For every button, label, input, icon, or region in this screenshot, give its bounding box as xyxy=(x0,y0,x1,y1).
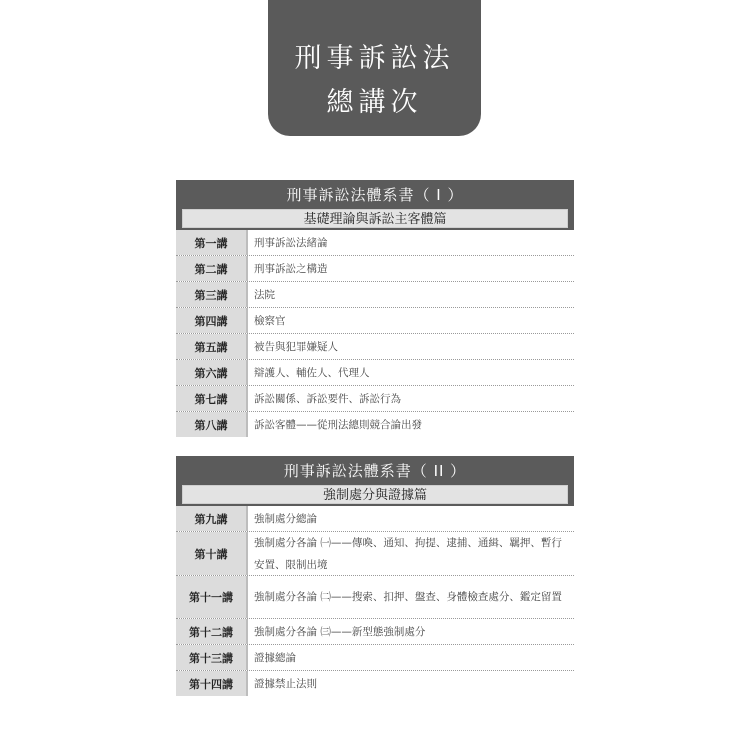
lecture-row xyxy=(176,506,574,532)
lecture-topic: 證據禁止法則 xyxy=(254,677,317,690)
section-title: 刑事訴訟法體系書（ I ） xyxy=(286,186,464,204)
lecture-number: 第三講 xyxy=(176,282,248,307)
lecture-number: 第十二講 xyxy=(176,619,248,644)
lecture-topic: 證據總論 xyxy=(254,651,296,664)
lecture-row xyxy=(176,576,574,619)
lecture-row xyxy=(176,386,574,412)
lecture-row xyxy=(176,334,574,360)
lecture-number: 第一講 xyxy=(176,230,248,255)
lecture-topic: 被告與犯罪嫌疑人 xyxy=(254,340,338,353)
lecture-topic: 檢察官 xyxy=(254,314,286,327)
lecture-number: 第五講 xyxy=(176,334,248,359)
section-subtitle: 強制處分與證據篇 xyxy=(182,485,568,504)
lecture-number: 第十講 xyxy=(176,532,248,575)
lecture-row xyxy=(176,230,574,256)
lecture-topic: 刑事訴訟法緒論 xyxy=(254,236,328,249)
lecture-topic: 辯護人、輔佐人、代理人 xyxy=(254,366,370,379)
lecture-number: 第九講 xyxy=(176,506,248,531)
lecture-row xyxy=(176,671,574,696)
lecture-row xyxy=(176,619,574,645)
lecture-row xyxy=(176,532,574,576)
lecture-row xyxy=(176,308,574,334)
lecture-topic: 訴訟關係、訴訟要件、訴訟行為 xyxy=(254,392,401,405)
lecture-topic: 法院 xyxy=(254,288,275,301)
lecture-number: 第十三講 xyxy=(176,645,248,670)
lecture-row xyxy=(176,645,574,671)
lecture-topic: 強制處分總論 xyxy=(254,512,317,525)
lecture-row xyxy=(176,256,574,282)
lecture-number: 第八講 xyxy=(176,412,248,437)
lecture-number: 第四講 xyxy=(176,308,248,333)
lecture-row xyxy=(176,412,574,437)
section-header xyxy=(176,456,574,506)
section-subtitle: 基礎理論與訴訟主客體篇 xyxy=(182,209,568,228)
volume-1-section xyxy=(176,180,574,437)
section-header xyxy=(176,180,574,230)
lecture-topic: 強制處分各論 ㈡——搜索、扣押、盤查、身體檢查處分、鑑定留置 xyxy=(254,591,562,603)
section-title: 刑事訴訟法體系書（ II ） xyxy=(283,462,467,480)
volume-2-section xyxy=(176,456,574,696)
lecture-number: 第六講 xyxy=(176,360,248,385)
title-line-2: 總講次 xyxy=(326,87,423,118)
lecture-topic: 訴訟客體——從刑法總則競合論出發 xyxy=(254,418,422,431)
lecture-topic: 強制處分各論 ㈠——傳喚、通知、拘提、逮捕、通緝、羈押、暫行安置、限制出境 xyxy=(254,536,562,571)
lecture-topic: 刑事訴訟之構造 xyxy=(254,262,328,275)
lecture-number: 第十一講 xyxy=(176,576,248,618)
lecture-number: 第二講 xyxy=(176,256,248,281)
lecture-row xyxy=(176,282,574,308)
lecture-number: 第七講 xyxy=(176,386,248,411)
title-line-1: 刑事訴訟法 xyxy=(294,43,455,74)
lecture-topic: 強制處分各論 ㈢——新型態強制處分 xyxy=(254,625,426,638)
lecture-row xyxy=(176,360,574,386)
book-title-banner xyxy=(268,0,481,136)
lecture-number: 第十四講 xyxy=(176,671,248,696)
